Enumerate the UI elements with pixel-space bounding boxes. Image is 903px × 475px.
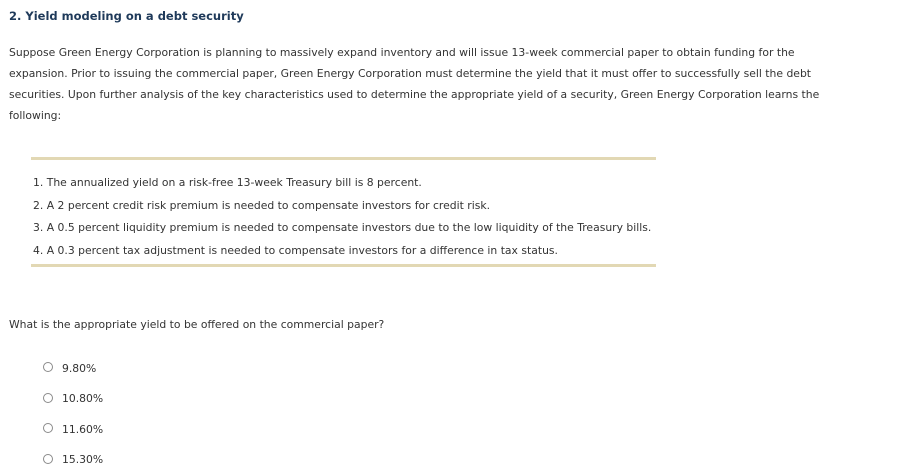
fact-item-3: 3. A 0.5 percent liquidity premium is needed to compensate investors due to the low liquidity of the Treasury bills. xyxy=(33,217,651,240)
radio-button[interactable] xyxy=(43,423,53,433)
answer-option-label: 11.60% xyxy=(62,423,103,436)
radio-button[interactable] xyxy=(43,362,53,372)
answer-option-3[interactable] xyxy=(43,414,103,445)
answer-option-label: 9.80% xyxy=(62,362,96,375)
facts-list xyxy=(33,172,651,262)
question-title: 2. Yield modeling on a debt security xyxy=(9,9,244,23)
fact-item-1: 1. The annualized yield on a risk-free 13-week Treasury bill is 8 percent. xyxy=(33,172,651,195)
fact-item-2: 2. A 2 percent credit risk premium is needed to compensate investors for credit risk. xyxy=(33,195,651,218)
question-prompt: What is the appropriate yield to be offered on the commercial paper? xyxy=(9,318,384,331)
answer-option-label: 10.80% xyxy=(62,392,103,405)
radio-button[interactable] xyxy=(43,393,53,403)
answer-option-1[interactable] xyxy=(43,353,103,384)
answer-option-2[interactable] xyxy=(43,384,103,415)
question-intro: Suppose Green Energy Corporation is planning to massively expand inventory and will issue 13-week commercial paper to obtain funding for the expansion. Prior to issuing the commercial paper, Green Energy Corporation must determine the yield that it must offer to successfully sell the debt securities. Upon further analysis of the key characteristics used to determine the appropriate yield of a security, Green Energy Corporation learns the following: xyxy=(9,42,839,126)
answer-options xyxy=(43,353,103,475)
answer-option-label: 15.30% xyxy=(62,453,103,466)
facts-box xyxy=(31,157,656,267)
answer-option-4[interactable] xyxy=(43,445,103,475)
radio-button[interactable] xyxy=(43,454,53,464)
fact-item-4: 4. A 0.3 percent tax adjustment is needed to compensate investors for a difference in tax status. xyxy=(33,240,651,263)
